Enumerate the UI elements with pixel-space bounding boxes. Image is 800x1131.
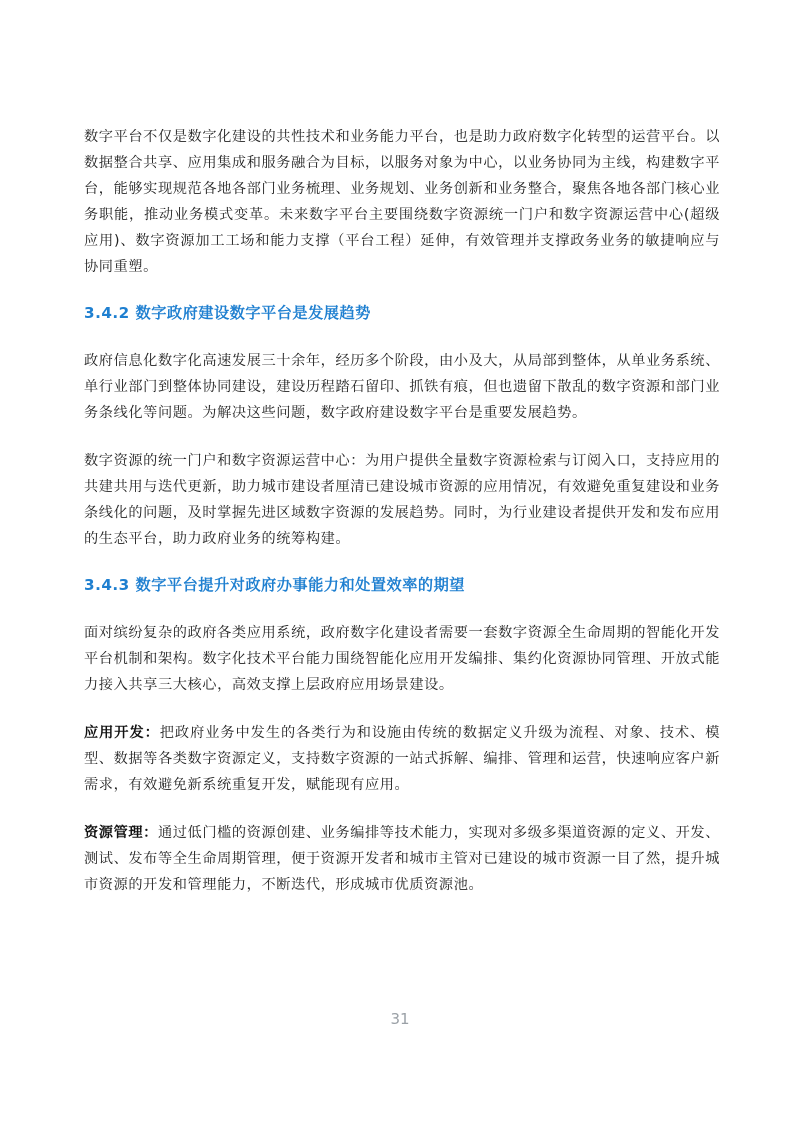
section-3-4-2-paragraph-2: 数字资源的统一门户和数字资源运营中心：为用户提供全量数字资源检索与订阅入口，支持应用的共建共用与迭代更新，助力城市建设者厘清已建设城市资源的应用情况，有效避免重复建设和业务条线化的问题，及时掌握先进区域数字资源的发展趋势。同时，为行业建设者提供开发和发布应用的生态平台，助力政府业务的统筹构建。 bbox=[84, 453, 720, 547]
resource-management-label: 资源管理： bbox=[84, 825, 158, 841]
intro-paragraph: 数字平台不仅是数字化建设的共性技术和业务能力平台，也是助力政府数字化转型的运营平台。以数据整合共享、应用集成和服务融合为目标，以服务对象为中心，以业务协同为主线，构建数字平台，能够实现规范各地各部门业务梳理、业务规划、业务创新和业务整合，聚焦各地各部门核心业务职能，推动业务模式变革。未来数字平台主要围绕数字资源统一门户和数字资源运营中心(超级应用)、数字资源加工工场和能力支撑（平台工程）延伸，有效管理并支撑政务业务的敏捷响应与协同重塑。 bbox=[84, 129, 720, 275]
page-number: 31 bbox=[390, 1010, 410, 1028]
section-heading-3-4-3: 3.4.3 数字平台提升对政府办事能力和处置效率的期望 bbox=[84, 576, 465, 594]
resource-management-paragraph bbox=[84, 820, 720, 898]
section-3-4-2-paragraph-1: 政府信息化数字化高速发展三十余年，经历多个阶段，由小及大，从局部到整体，从单业务系统、单行业部门到整体协同建设，建设历程踏石留印、抓铁有痕，但也遗留下散乱的数字资源和部门业务条线化等问题。为解决这些问题，数字政府建设数字平台是重要发展趋势。 bbox=[84, 353, 720, 421]
resource-management-text: 通过低门槛的资源创建、业务编排等技术能力，实现对多级多渠道资源的定义、开发、测试、发布等全生命周期管理，便于资源开发者和城市主管对已建设的城市资源一目了然，提升城市资源的开发和管理能力，不断迭代，形成城市优质资源池。 bbox=[84, 825, 720, 893]
document-body bbox=[84, 124, 720, 920]
app-development-label: 应用开发： bbox=[84, 725, 160, 741]
app-development-text: 把政府业务中发生的各类行为和设施由传统的数据定义升级为流程、对象、技术、模型、数据等各类数字资源定义，支持数字资源的一站式拆解、编排、管理和运营，快速响应客户新需求，有效避免新系统重复开发，赋能现有应用。 bbox=[84, 725, 720, 793]
app-development-paragraph bbox=[84, 720, 720, 798]
section-3-4-3-paragraph-1: 面对缤纷复杂的政府各类应用系统，政府数字化建设者需要一套数字资源全生命周期的智能化开发平台机制和架构。数字化技术平台能力围绕智能化应用开发编排、集约化资源协同管理、开放式能力接入共享三大核心，高效支撑上层政府应用场景建设。 bbox=[84, 625, 720, 693]
section-heading-3-4-2: 3.4.2 数字政府建设数字平台是发展趋势 bbox=[84, 304, 371, 322]
